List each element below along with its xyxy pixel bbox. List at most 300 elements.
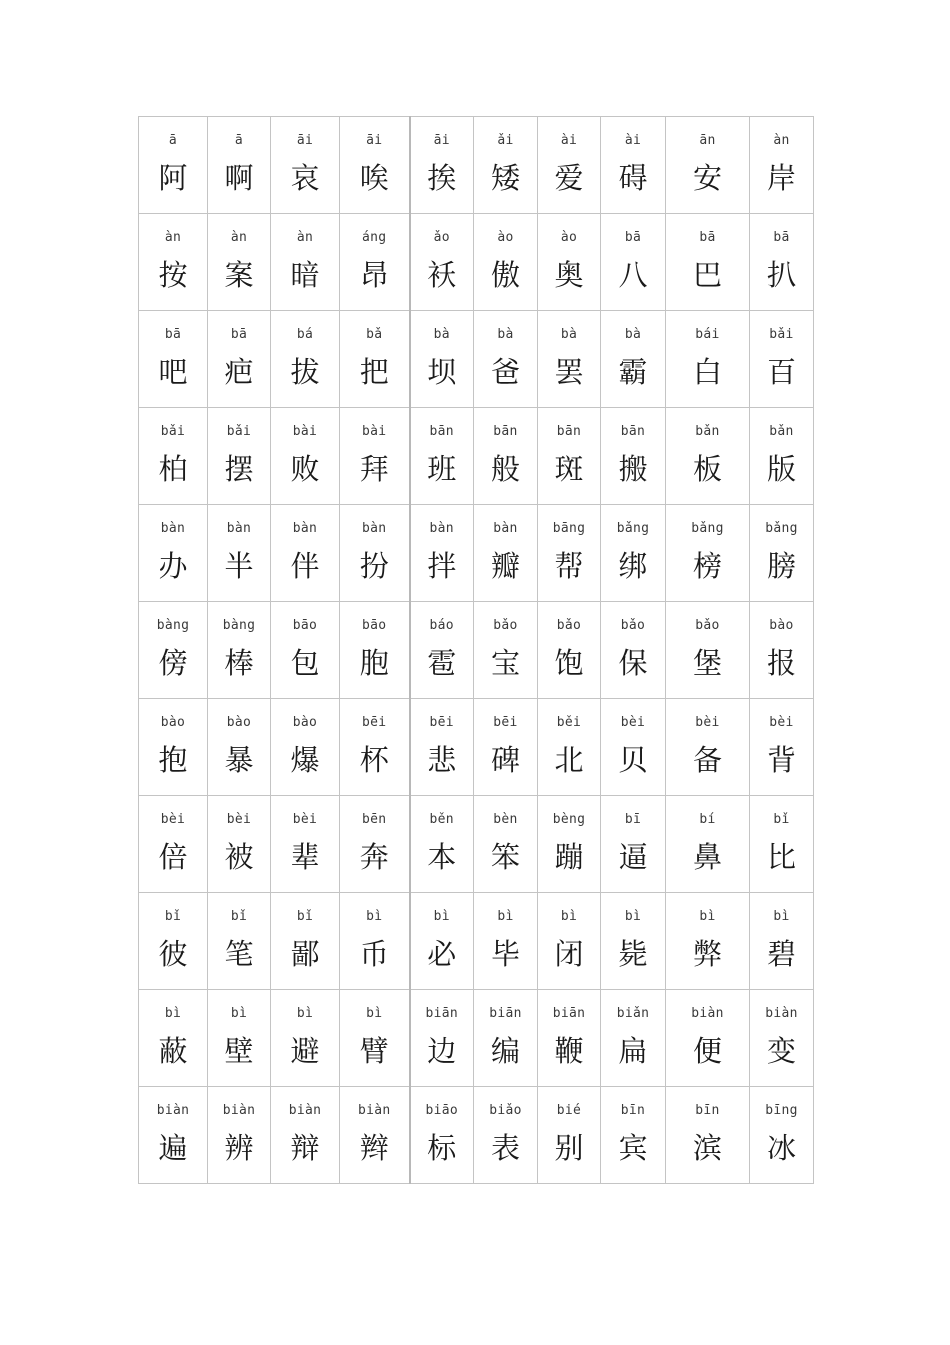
character-cell (601, 602, 666, 699)
character-cell (750, 893, 814, 990)
pinyin-label: bī (624, 812, 642, 827)
character-cell (139, 893, 208, 990)
hanzi-character: 鞭 (554, 1034, 584, 1068)
pinyin-label: bāo (292, 618, 318, 633)
character-cell (538, 796, 601, 893)
pinyin-label: ā (234, 133, 244, 148)
character-cell (666, 796, 750, 893)
pinyin-label: biāo (425, 1103, 458, 1118)
pinyin-label: bào (769, 618, 794, 633)
hanzi-character: 般 (490, 452, 520, 486)
character-cell (601, 408, 666, 505)
pinyin-label: biàn (357, 1103, 391, 1118)
pinyin-label: biān (425, 1006, 458, 1021)
hanzi-character: 瓣 (490, 549, 520, 583)
character-cell (601, 699, 666, 796)
character-cell (271, 214, 340, 311)
hanzi-character: 八 (618, 258, 648, 292)
character-cell (139, 311, 208, 408)
character-cell (340, 602, 410, 699)
character-cell (750, 796, 814, 893)
table-row (139, 699, 814, 796)
character-cell (474, 505, 538, 602)
character-cell (538, 1087, 601, 1184)
pinyin-label: ǎo (433, 230, 450, 245)
table-body (139, 117, 814, 1184)
hanzi-character: 便 (692, 1034, 722, 1068)
pinyin-label: āi (296, 133, 314, 148)
character-cell (410, 699, 474, 796)
pinyin-label: ào (560, 230, 578, 245)
character-cell (474, 214, 538, 311)
pinyin-label: bān (620, 424, 646, 439)
pinyin-label: bān (429, 424, 454, 439)
character-cell (750, 505, 814, 602)
pinyin-character-table (138, 116, 814, 1184)
pinyin-label: bèi (226, 812, 252, 827)
hanzi-character: 摆 (224, 452, 254, 486)
hanzi-character: 贝 (618, 743, 648, 777)
hanzi-character: 保 (618, 646, 648, 680)
pinyin-label: bì (366, 1006, 383, 1021)
hanzi-character: 笔 (224, 937, 254, 971)
table-row (139, 408, 814, 505)
character-cell (271, 1087, 340, 1184)
character-cell (271, 893, 340, 990)
hanzi-character: 挨 (427, 161, 457, 195)
character-cell (474, 602, 538, 699)
hanzi-character: 霸 (618, 355, 648, 389)
character-cell (666, 893, 750, 990)
hanzi-character: 比 (766, 840, 796, 874)
pinyin-label: bǎ (366, 327, 383, 342)
character-cell (271, 990, 340, 1087)
pinyin-label: bǎn (769, 424, 794, 439)
character-cell (410, 214, 474, 311)
character-cell (750, 699, 814, 796)
hanzi-character: 拜 (359, 452, 389, 486)
pinyin-label: bǎng (691, 521, 724, 536)
pinyin-label: bì (560, 909, 578, 924)
pinyin-label: bì (230, 1006, 248, 1021)
pinyin-label: bà (624, 327, 642, 342)
character-cell (750, 408, 814, 505)
pinyin-label: bàn (429, 521, 454, 536)
character-cell (340, 699, 410, 796)
pinyin-label: biǎo (489, 1103, 522, 1118)
hanzi-character: 别 (554, 1131, 584, 1165)
pinyin-label: bèng (552, 812, 586, 827)
hanzi-character: 拌 (427, 549, 457, 583)
pinyin-label: bì (164, 1006, 182, 1021)
hanzi-character: 奥 (554, 258, 584, 292)
hanzi-character: 把 (359, 355, 389, 389)
pinyin-label: àn (230, 230, 248, 245)
character-cell (271, 602, 340, 699)
pinyin-label: āi (433, 133, 450, 148)
hanzi-character: 帮 (554, 549, 584, 583)
hanzi-character: 弊 (692, 937, 722, 971)
character-cell (139, 602, 208, 699)
hanzi-character: 绑 (618, 549, 648, 583)
hanzi-character: 标 (427, 1131, 457, 1165)
pinyin-label: bǎng (616, 521, 650, 536)
hanzi-character: 疤 (224, 355, 254, 389)
pinyin-label: bào (160, 715, 186, 730)
hanzi-character: 扮 (359, 549, 389, 583)
character-cell (538, 408, 601, 505)
pinyin-label: bēi (429, 715, 454, 730)
pinyin-label: bà (433, 327, 450, 342)
hanzi-character: 辩 (290, 1131, 320, 1165)
pinyin-label: bàn (362, 521, 387, 536)
pinyin-label: bǐ (773, 812, 790, 827)
pinyin-label: běn (429, 812, 454, 827)
pinyin-label: bà (560, 327, 578, 342)
character-cell (139, 990, 208, 1087)
character-cell (340, 893, 410, 990)
character-cell (666, 990, 750, 1087)
pinyin-label: bèi (769, 715, 794, 730)
pinyin-label: bì (296, 1006, 314, 1021)
character-cell (139, 408, 208, 505)
pinyin-label: àn (164, 230, 182, 245)
pinyin-label: bèi (620, 715, 646, 730)
pinyin-label: biàn (691, 1006, 724, 1021)
table-row (139, 214, 814, 311)
hanzi-character: 吧 (158, 355, 188, 389)
pinyin-label: bīn (695, 1103, 720, 1118)
pinyin-label: bǎn (695, 424, 720, 439)
hanzi-character: 碍 (618, 161, 648, 195)
pinyin-label: bí (699, 812, 716, 827)
pinyin-label: biǎn (616, 1006, 650, 1021)
table-row (139, 893, 814, 990)
pinyin-label: báo (429, 618, 454, 633)
pinyin-label: bǎo (556, 618, 582, 633)
character-cell (139, 505, 208, 602)
character-cell (340, 505, 410, 602)
hanzi-character: 彼 (158, 937, 188, 971)
pinyin-label: bié (556, 1103, 582, 1118)
hanzi-character: 百 (766, 355, 796, 389)
hanzi-character: 版 (766, 452, 796, 486)
hanzi-character: 暴 (224, 743, 254, 777)
hanzi-character: 按 (158, 258, 188, 292)
character-cell (666, 214, 750, 311)
character-cell (538, 214, 601, 311)
hanzi-character: 昂 (359, 258, 389, 292)
character-cell (601, 505, 666, 602)
pinyin-label: bǐ (230, 909, 248, 924)
hanzi-character: 拔 (290, 355, 320, 389)
character-cell (538, 602, 601, 699)
pinyin-label: biān (489, 1006, 522, 1021)
pinyin-label: bǎi (769, 327, 794, 342)
character-cell (750, 311, 814, 408)
hanzi-character: 蔽 (158, 1034, 188, 1068)
character-cell (410, 1087, 474, 1184)
character-cell (538, 990, 601, 1087)
character-cell (271, 699, 340, 796)
pinyin-label: bá (296, 327, 314, 342)
hanzi-character: 背 (766, 743, 796, 777)
character-cell (410, 602, 474, 699)
character-cell (340, 408, 410, 505)
hanzi-character: 半 (224, 549, 254, 583)
hanzi-character: 辨 (224, 1131, 254, 1165)
pinyin-label: àn (296, 230, 314, 245)
pinyin-label: bā (624, 230, 642, 245)
character-cell (601, 1087, 666, 1184)
pinyin-label: bàn (160, 521, 186, 536)
character-cell (538, 699, 601, 796)
character-cell (208, 796, 271, 893)
pinyin-label: bèi (695, 715, 720, 730)
hanzi-character: 报 (766, 646, 796, 680)
hanzi-character: 编 (490, 1034, 520, 1068)
hanzi-character: 哀 (290, 161, 320, 195)
character-cell (601, 214, 666, 311)
character-cell (410, 311, 474, 408)
character-cell (208, 408, 271, 505)
hanzi-character: 饱 (554, 646, 584, 680)
character-cell (340, 311, 410, 408)
character-cell (208, 505, 271, 602)
pinyin-label: bān (556, 424, 582, 439)
character-cell (666, 602, 750, 699)
character-cell (474, 117, 538, 214)
character-cell (410, 117, 474, 214)
character-cell (410, 796, 474, 893)
pinyin-label: bā (164, 327, 182, 342)
character-cell (139, 1087, 208, 1184)
pinyin-label: bīn (620, 1103, 646, 1118)
hanzi-character: 杯 (359, 743, 389, 777)
hanzi-character: 冰 (766, 1131, 796, 1165)
pinyin-label: bào (292, 715, 318, 730)
hanzi-character: 啊 (224, 161, 254, 195)
pinyin-label: bāng (552, 521, 586, 536)
hanzi-character: 胞 (359, 646, 389, 680)
pinyin-label: bàn (226, 521, 252, 536)
hanzi-character: 傍 (158, 646, 188, 680)
table-row (139, 1087, 814, 1184)
pinyin-label: bàng (156, 618, 190, 633)
pinyin-label: běi (556, 715, 582, 730)
pinyin-label: bà (497, 327, 514, 342)
hanzi-character: 榜 (692, 549, 722, 583)
hanzi-character: 扁 (618, 1034, 648, 1068)
hanzi-character: 北 (554, 743, 584, 777)
hanzi-character: 辈 (290, 840, 320, 874)
hanzi-character: 膀 (766, 549, 796, 583)
table-row (139, 505, 814, 602)
pinyin-label: bàn (292, 521, 318, 536)
hanzi-character: 袄 (427, 258, 457, 292)
hanzi-character: 宾 (618, 1131, 648, 1165)
character-cell (666, 1087, 750, 1184)
hanzi-character: 堡 (692, 646, 722, 680)
character-cell (750, 214, 814, 311)
character-cell (750, 990, 814, 1087)
pinyin-label: bào (226, 715, 252, 730)
hanzi-character: 巴 (692, 258, 722, 292)
character-cell (601, 117, 666, 214)
character-cell (601, 893, 666, 990)
pinyin-label: áng (362, 230, 387, 245)
hanzi-character: 雹 (427, 646, 457, 680)
hanzi-character: 爆 (290, 743, 320, 777)
hanzi-character: 辫 (359, 1131, 389, 1165)
character-cell (538, 117, 601, 214)
table-row (139, 796, 814, 893)
pinyin-label: bài (362, 424, 387, 439)
hanzi-character: 碑 (490, 743, 520, 777)
hanzi-character: 蹦 (554, 840, 584, 874)
character-cell (474, 990, 538, 1087)
pinyin-label: àn (773, 133, 790, 148)
character-cell (750, 602, 814, 699)
hanzi-character: 本 (427, 840, 457, 874)
pinyin-label: bì (699, 909, 716, 924)
hanzi-character: 办 (158, 549, 188, 583)
character-cell (666, 408, 750, 505)
pinyin-label: ài (624, 133, 642, 148)
pinyin-label: bīng (765, 1103, 798, 1118)
pinyin-label: bàn (493, 521, 518, 536)
character-cell (474, 1087, 538, 1184)
character-cell (340, 117, 410, 214)
character-cell (410, 893, 474, 990)
hanzi-character: 币 (359, 937, 389, 971)
character-cell (666, 117, 750, 214)
pinyin-label: bā (773, 230, 790, 245)
hanzi-character: 鼻 (692, 840, 722, 874)
hanzi-character: 倍 (158, 840, 188, 874)
pinyin-label: bǐ (164, 909, 182, 924)
pinyin-label: bì (433, 909, 450, 924)
hanzi-character: 悲 (427, 743, 457, 777)
character-cell (271, 408, 340, 505)
hanzi-character: 扒 (766, 258, 796, 292)
character-cell (340, 214, 410, 311)
pinyin-label: bèi (292, 812, 318, 827)
hanzi-character: 伴 (290, 549, 320, 583)
hanzi-character: 备 (692, 743, 722, 777)
hanzi-character: 爱 (554, 161, 584, 195)
hanzi-character: 笨 (490, 840, 520, 874)
pinyin-label: bǎi (160, 424, 186, 439)
pinyin-label: ā (168, 133, 178, 148)
hanzi-character: 边 (427, 1034, 457, 1068)
hanzi-character: 傲 (490, 258, 520, 292)
character-cell (601, 311, 666, 408)
character-cell (208, 1087, 271, 1184)
character-cell (271, 117, 340, 214)
pinyin-label: bì (497, 909, 514, 924)
hanzi-character: 班 (427, 452, 457, 486)
hanzi-character: 遍 (158, 1131, 188, 1165)
pinyin-label: bǐ (296, 909, 314, 924)
pinyin-label: bǎi (226, 424, 252, 439)
table-row (139, 117, 814, 214)
hanzi-character: 矮 (490, 161, 520, 195)
character-cell (208, 117, 271, 214)
pinyin-label: bā (230, 327, 248, 342)
hanzi-character: 柏 (158, 452, 188, 486)
pinyin-label: ān (699, 133, 716, 148)
pinyin-label: bǎo (695, 618, 720, 633)
hanzi-character: 棒 (224, 646, 254, 680)
hanzi-character: 坝 (427, 355, 457, 389)
hanzi-character: 白 (692, 355, 722, 389)
pinyin-label: bǎng (765, 521, 798, 536)
pinyin-label: bì (366, 909, 383, 924)
character-cell (208, 699, 271, 796)
character-cell (208, 893, 271, 990)
pinyin-label: bēn (362, 812, 387, 827)
pinyin-label: biàn (156, 1103, 190, 1118)
pinyin-label: bǎo (620, 618, 646, 633)
character-cell (601, 990, 666, 1087)
character-cell (474, 699, 538, 796)
hanzi-character: 斑 (554, 452, 584, 486)
character-cell (666, 699, 750, 796)
character-cell (208, 311, 271, 408)
character-cell (538, 893, 601, 990)
character-cell (340, 990, 410, 1087)
character-cell (139, 699, 208, 796)
character-cell (410, 505, 474, 602)
pinyin-label: biàn (765, 1006, 798, 1021)
pinyin-label: bā (699, 230, 716, 245)
pinyin-label: ǎi (497, 133, 514, 148)
character-cell (750, 1087, 814, 1184)
pinyin-label: bāo (362, 618, 387, 633)
pinyin-label: bēi (362, 715, 387, 730)
table-row (139, 602, 814, 699)
character-cell (666, 505, 750, 602)
hanzi-character: 滨 (692, 1131, 722, 1165)
hanzi-character: 爸 (490, 355, 520, 389)
hanzi-character: 碧 (766, 937, 796, 971)
character-cell (340, 796, 410, 893)
hanzi-character: 变 (766, 1034, 796, 1068)
character-cell (410, 990, 474, 1087)
character-cell (538, 505, 601, 602)
hanzi-character: 案 (224, 258, 254, 292)
character-cell (474, 893, 538, 990)
pinyin-label: bái (695, 327, 720, 342)
character-cell (474, 408, 538, 505)
pinyin-label: bì (773, 909, 790, 924)
pinyin-label: bàng (222, 618, 256, 633)
pinyin-label: bǎo (493, 618, 518, 633)
character-cell (271, 796, 340, 893)
hanzi-character: 败 (290, 452, 320, 486)
pinyin-label: biàn (222, 1103, 256, 1118)
character-cell (271, 505, 340, 602)
character-cell (538, 311, 601, 408)
hanzi-character: 包 (290, 646, 320, 680)
character-cell (666, 311, 750, 408)
pinyin-label: bān (493, 424, 518, 439)
character-cell (601, 796, 666, 893)
hanzi-character: 板 (692, 452, 722, 486)
character-cell (410, 408, 474, 505)
hanzi-character: 必 (427, 937, 457, 971)
